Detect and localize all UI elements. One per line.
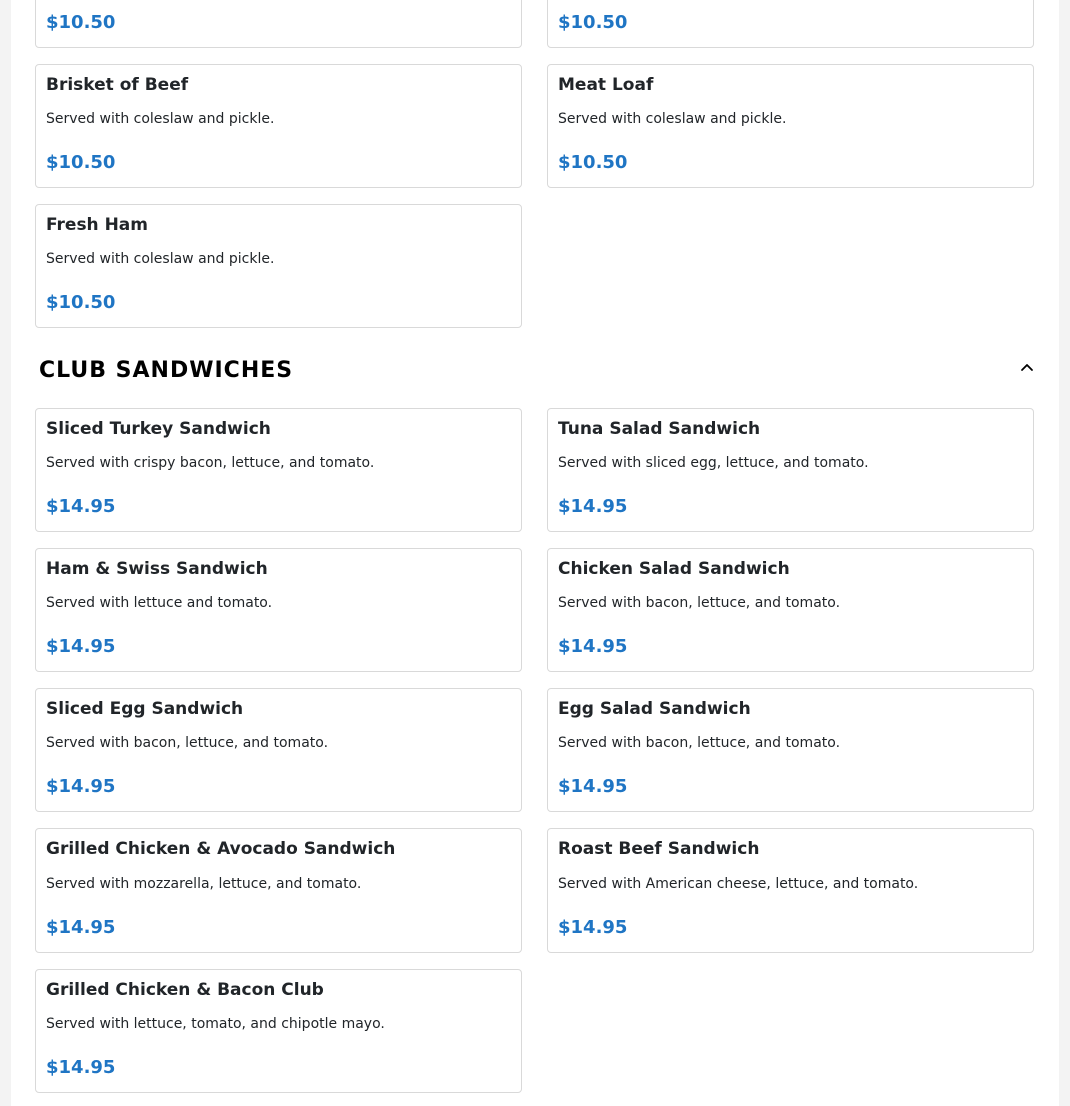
menu-item-card[interactable] (547, 828, 1034, 953)
previous-section-grid (35, 0, 1034, 328)
menu-item-description: Served with American cheese, lettuce, and tomato. (558, 876, 919, 892)
menu-item-name: Meat Loaf (558, 75, 654, 95)
menu-item-name: Roast Beef Sandwich (558, 839, 760, 859)
menu-item-name: Egg Salad Sandwich (558, 699, 751, 719)
menu-item-price: $10.50 (46, 292, 116, 313)
menu-item-price: $14.95 (46, 1057, 116, 1078)
menu-page (11, 0, 1059, 1106)
menu-item-name: Tuna Salad Sandwich (558, 419, 761, 439)
menu-item-card[interactable] (547, 64, 1034, 188)
menu-item-price: $10.50 (558, 12, 628, 33)
menu-item-card[interactable] (35, 548, 522, 672)
menu-item-description: Served with bacon, lettuce, and tomato. (558, 595, 841, 611)
menu-item-description: Served with coleslaw and pickle. (46, 251, 275, 267)
section-title: CLUB SANDWICHES (39, 358, 294, 383)
menu-item-price: $10.50 (558, 152, 628, 173)
club-sandwiches-section-header[interactable] (39, 356, 1035, 390)
menu-item-name: Chicken Salad Sandwich (558, 559, 790, 579)
menu-item-price: $14.95 (558, 776, 628, 797)
menu-item-card[interactable] (35, 688, 522, 812)
menu-item-card[interactable] (35, 64, 522, 188)
menu-item-name: Sliced Turkey Sandwich (46, 419, 271, 439)
menu-item-price: $14.95 (46, 917, 116, 938)
menu-item-description: Served with coleslaw and pickle. (46, 111, 275, 127)
menu-item-description: Served with sliced egg, lettuce, and tomato. (558, 455, 869, 471)
menu-item-name: Brisket of Beef (46, 75, 189, 95)
menu-item-name: Ham & Swiss Sandwich (46, 559, 268, 579)
menu-item-description: Served with lettuce, tomato, and chipotle mayo. (46, 1016, 385, 1032)
menu-item-card[interactable] (547, 0, 1034, 48)
menu-item-card[interactable] (35, 0, 522, 48)
menu-item-name: Sliced Egg Sandwich (46, 699, 244, 719)
menu-item-card[interactable] (547, 408, 1034, 532)
menu-item-price: $14.95 (558, 636, 628, 657)
menu-item-price: $10.50 (46, 152, 116, 173)
club-sandwiches-grid (35, 408, 1034, 1093)
menu-item-price: $14.95 (46, 496, 116, 517)
menu-item-description: Served with coleslaw and pickle. (558, 111, 787, 127)
menu-item-description: Served with lettuce and tomato. (46, 595, 273, 611)
menu-item-description: Served with bacon, lettuce, and tomato. (46, 735, 329, 751)
menu-item-price: $14.95 (46, 636, 116, 657)
menu-item-description: Served with mozzarella, lettuce, and tomato. (46, 876, 362, 892)
menu-item-description: Served with crispy bacon, lettuce, and tomato. (46, 455, 375, 471)
menu-item-card[interactable] (547, 548, 1034, 672)
menu-item-name: Grilled Chicken & Avocado Sandwich (46, 839, 396, 859)
menu-item-name: Grilled Chicken & Bacon Club (46, 980, 324, 1000)
menu-item-price: $14.95 (558, 496, 628, 517)
menu-item-price: $10.50 (46, 12, 116, 33)
menu-item-price: $14.95 (558, 917, 628, 938)
menu-item-description: Served with bacon, lettuce, and tomato. (558, 735, 841, 751)
menu-item-price: $14.95 (46, 776, 116, 797)
menu-item-card[interactable] (35, 204, 522, 328)
chevron-up-icon[interactable] (1019, 359, 1035, 375)
menu-item-card[interactable] (35, 969, 522, 1093)
menu-item-card[interactable] (547, 688, 1034, 812)
menu-item-card[interactable] (35, 408, 522, 532)
menu-item-card[interactable] (35, 828, 522, 953)
menu-item-name: Fresh Ham (46, 215, 148, 235)
